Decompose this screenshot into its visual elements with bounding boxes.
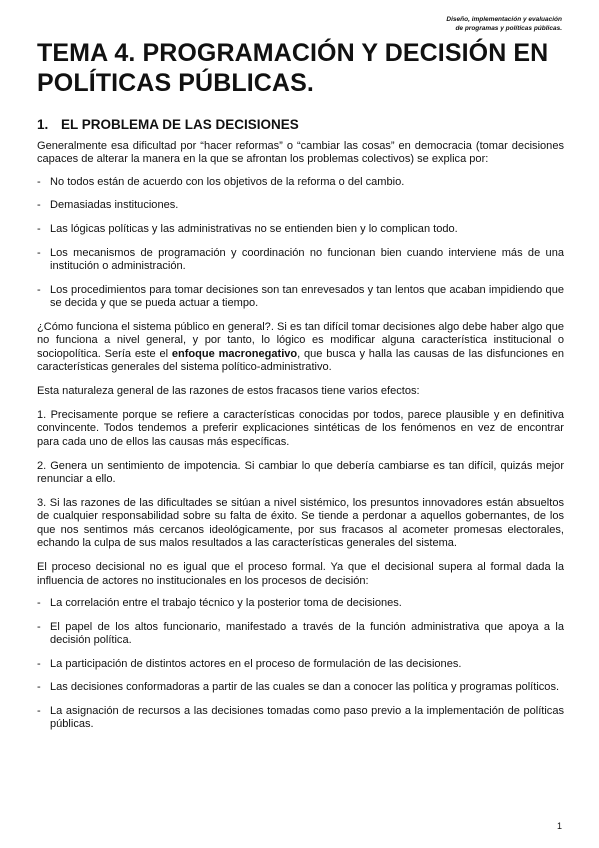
- decision-process-paragraph: El proceso decisional no es igual que el proceso formal. Ya que el decisional supera al formal dada la influencia de actores no institucionales en los procesos de decisión:: [37, 561, 564, 587]
- dash-marker: -: [37, 704, 41, 717]
- list-item-text: Los mecanismos de programación y coordinación no funcionan bien cuando interviene más de una institución o administración.: [50, 246, 564, 272]
- decision-process-list: [37, 597, 564, 732]
- effects-intro-paragraph: Esta naturaleza general de las razones de estos fracasos tiene varios efectos:: [37, 385, 420, 398]
- list-item: [37, 199, 564, 212]
- list-item: [37, 658, 564, 671]
- list-item-text: Las lógicas políticas y las administrativas no se entienden bien y lo complican todo.: [50, 223, 458, 235]
- section-heading: [37, 117, 299, 132]
- list-item-text: No todos están de acuerdo con los objetivos de la reforma o del cambio.: [50, 175, 405, 188]
- list-item-text: Demasiadas instituciones.: [50, 199, 179, 212]
- list-item: [37, 284, 564, 311]
- effect-paragraph-3: 3. Si las razones de las dificultades se sitúan a nivel sistémico, los presuntos innovadores están absueltos de cualquier responsabilidad sobre su falta de éxito. Se tiende a perdonar a aquellos gobernantes, de los que nos sentimos más cercanos ideológicamente, por sus fracasos al acometer promesas electorales, echando la culpa de sus malos resultados a las características generales del sistema.: [37, 496, 564, 550]
- list-item: [37, 681, 564, 694]
- dash-marker: -: [37, 283, 41, 296]
- causes-list: [37, 176, 564, 311]
- effect-paragraph-1: 1. Precisamente porque se refiere a características conocidas por todos, parece plausible y en definitiva convincente. Todos tendemos a preferir explicaciones sintéticas de los fenómenos en vez de encontrar para cada uno de ellos las causas más específicas.: [37, 408, 564, 448]
- list-item-text: La correlación entre el trabajo técnico y la posterior toma de decisiones.: [50, 596, 402, 609]
- macronegative-paragraph: [37, 321, 564, 375]
- list-item: [37, 621, 564, 648]
- running-header-line-2: de programas y políticas públicas.: [455, 25, 562, 32]
- dash-marker: -: [37, 681, 41, 694]
- dash-marker: -: [37, 596, 41, 609]
- document-title: TEMA 4. PROGRAMACIÓN Y DECISIÓN EN POLÍTICAS PÚBLICAS.: [37, 39, 549, 97]
- section-title: EL PROBLEMA DE LAS DECISIONES: [61, 117, 299, 132]
- effect-paragraph-2: 2. Genera un sentimiento de impotencia. Si cambiar lo que debería cambiarse es tan difícil, quizás mejor renunciar a ello.: [37, 459, 564, 486]
- document-body: [37, 140, 564, 742]
- intro-paragraph: Generalmente esa dificultad por “hacer reformas” o “cambiar las cosas” en democracia (tomar decisiones capaces de alterar la manera en la que se afrontan los problemas colectivos) se explica por:: [37, 140, 564, 166]
- list-item-text: El papel de los altos funcionario, manifestado a través de la función administrativa que apoya a la decisión política.: [50, 620, 564, 646]
- paragraph-text: , que busca y halla las causas de las disfunciones en características generales del sistema político-administrativo.: [37, 347, 564, 374]
- list-item: [37, 223, 564, 236]
- bold-term: enfoque macronegativo: [171, 347, 298, 360]
- list-item: [37, 705, 564, 732]
- list-item-text: Los procedimientos para tomar decisiones son tan enrevesados y tan lentos que acaban impidiendo que se decida y que se pueda actuar a tiempo.: [50, 283, 564, 309]
- running-header: [446, 15, 562, 33]
- list-item: [37, 247, 564, 274]
- dash-marker: -: [37, 175, 41, 188]
- section-number: 1.: [37, 117, 49, 132]
- list-item-text: La participación de distintos actores en el proceso de formulación de las decisiones.: [50, 657, 462, 670]
- list-item: [37, 176, 564, 189]
- dash-marker: -: [37, 657, 41, 670]
- dash-marker: -: [37, 246, 41, 259]
- paragraph-text: ¿Cómo funciona el sistema público en general?. Si es tan difícil tomar decisiones algo debe haber algo que no funciona a nivel general, y por tanto, lo lógico es modificar alguna característica institucional o sociopolítica. Sería este el: [37, 320, 564, 360]
- page-number: 1: [556, 821, 562, 831]
- dash-marker: -: [37, 620, 41, 633]
- list-item-text: La asignación de recursos a las decisiones tomadas como paso previo a la implementación de políticas públicas.: [50, 704, 564, 731]
- dash-marker: -: [37, 223, 41, 235]
- list-item: [37, 597, 564, 610]
- list-item-text: Las decisiones conformadoras a partir de las cuales se dan a conocer las política y programas políticos.: [50, 681, 560, 694]
- dash-marker: -: [37, 199, 41, 212]
- running-header-line-1: Diseño, implementación y evaluación: [446, 16, 562, 23]
